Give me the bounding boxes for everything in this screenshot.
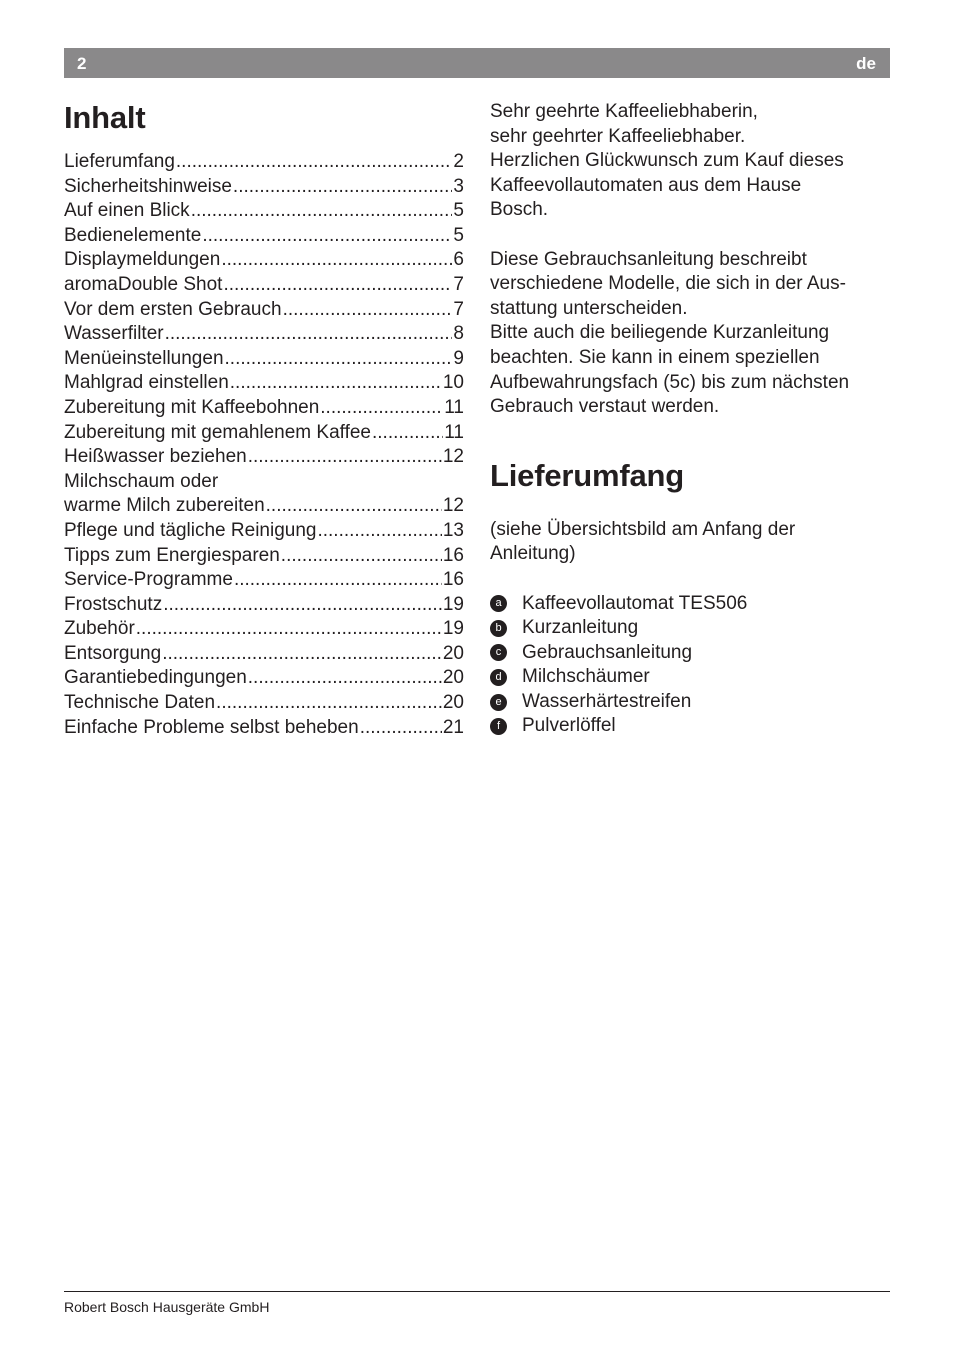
toc-entry-title: aromaDouble Shot xyxy=(64,273,223,295)
toc-entry-title: Lieferumfang xyxy=(64,151,175,172)
delivery-item xyxy=(490,616,890,641)
toc-entry-title: Einfache Probleme selbst beheben xyxy=(64,716,359,738)
delivery-item xyxy=(490,641,890,666)
toc-leader-dots xyxy=(234,568,442,593)
toc-entry-title: Menüeinstellungen xyxy=(64,347,224,369)
footer-company: Robert Bosch Hausgeräte GmbH xyxy=(64,1299,270,1315)
toc-entry-page: 5 xyxy=(453,200,464,222)
item-marker-icon: e xyxy=(490,694,507,711)
toc-leader-dots xyxy=(176,150,453,175)
toc-entry-title: Bedienelemente xyxy=(64,224,202,246)
toc-leader-dots xyxy=(165,322,453,347)
delivery-note-line: (siehe Übersichtsbild am Anfang der xyxy=(490,518,796,540)
notice-line: verschiedene Modelle, die sich in der Aus- xyxy=(490,273,846,295)
notice-line: beachten. Sie kann in einem speziellen xyxy=(490,346,820,368)
notice-line: stattung unterscheiden. xyxy=(490,297,688,319)
item-marker-icon: f xyxy=(490,718,507,735)
toc-entry xyxy=(64,666,464,691)
toc-entry-title: Zubereitung mit gemahlenem Kaffee xyxy=(64,421,371,443)
toc-entry-title: Vor dem ersten Gebrauch xyxy=(64,298,282,320)
toc-leader-dots xyxy=(225,347,453,372)
delivery-item xyxy=(490,714,890,739)
toc-entry xyxy=(64,150,464,175)
toc-entry xyxy=(64,642,464,667)
intro-line: Herzlichen Glückwunsch zum Kauf dieses xyxy=(490,150,844,172)
toc-entry xyxy=(64,396,464,421)
toc-entry-title: Displaymeldungen xyxy=(64,249,221,271)
contents-column xyxy=(64,96,464,740)
toc-entry-page: 9 xyxy=(453,347,464,369)
toc-leader-dots xyxy=(221,248,452,273)
toc-entry-page: 12 xyxy=(442,446,464,468)
toc-entry xyxy=(64,716,464,741)
table-of-contents xyxy=(64,150,464,740)
toc-leader-dots xyxy=(191,199,453,224)
intro-greeting xyxy=(490,100,890,223)
delivery-list xyxy=(490,592,890,740)
toc-leader-dots xyxy=(281,544,442,569)
notice-line: Bitte auch die beiliegende Kurzanleitung xyxy=(490,322,830,344)
toc-entry xyxy=(64,691,464,716)
toc-entry-title: Zubereitung mit Kaffeebohnen xyxy=(64,396,320,418)
toc-leader-dots xyxy=(136,617,442,642)
toc-entry-title: Pflege und tägliche Reinigung xyxy=(64,519,317,541)
toc-entry xyxy=(64,445,464,470)
toc-entry-title: Zubehör xyxy=(64,618,135,640)
item-marker-icon: b xyxy=(490,620,507,637)
toc-entry xyxy=(64,421,464,446)
toc-entry-title: Frostschutz xyxy=(64,593,163,615)
toc-entry xyxy=(64,298,464,323)
toc-entry-page: 6 xyxy=(453,249,464,271)
toc-leader-dots xyxy=(320,396,443,421)
toc-entry xyxy=(64,494,464,519)
toc-entry xyxy=(64,322,464,347)
toc-entry xyxy=(64,248,464,273)
delivery-item-label: Pulverlöffel xyxy=(522,715,616,737)
notice-line: Diese Gebrauchsanleitung beschreibt xyxy=(490,248,807,270)
delivery-item xyxy=(490,665,890,690)
toc-entry-page: 20 xyxy=(442,642,464,664)
toc-leader-dots xyxy=(317,519,441,544)
item-marker-icon: a xyxy=(490,595,507,612)
page-header-bar xyxy=(64,48,890,78)
toc-entry-page: 2 xyxy=(453,151,464,172)
toc-entry xyxy=(64,273,464,298)
toc-entry xyxy=(64,617,464,642)
toc-leader-dots xyxy=(216,691,442,716)
delivery-item-label: Kaffeevollautomat TES506 xyxy=(522,592,748,614)
toc-leader-dots xyxy=(162,642,442,667)
toc-entry-title: Tipps zum Energiesparen xyxy=(64,544,280,566)
toc-entry-title: Wasserfilter xyxy=(64,323,164,345)
toc-entry-page: 3 xyxy=(453,175,464,197)
toc-entry-title: warme Milch zubereiten xyxy=(64,495,265,517)
delivery-item-label: Milchschäumer xyxy=(522,666,650,688)
toc-entry-page: 13 xyxy=(442,519,464,541)
toc-entry xyxy=(64,175,464,200)
item-marker-icon: d xyxy=(490,669,507,686)
intro-line: Bosch. xyxy=(490,199,549,221)
toc-entry-page: 20 xyxy=(442,692,464,714)
toc-entry-page: 10 xyxy=(442,372,464,394)
delivery-note xyxy=(490,518,890,567)
toc-leader-dots xyxy=(266,494,442,519)
toc-entry-page: 12 xyxy=(442,495,464,517)
toc-entry-page: 16 xyxy=(442,569,464,591)
toc-entry-page: 21 xyxy=(442,716,464,738)
toc-entry-title: Heißwasser beziehen xyxy=(64,446,247,468)
toc-entry-title: Auf einen Blick xyxy=(64,200,190,222)
toc-entry-title: Service-Programme xyxy=(64,569,233,591)
delivery-item xyxy=(490,592,890,617)
intro-notice xyxy=(490,248,890,420)
toc-entry-page: 19 xyxy=(442,593,464,615)
intro-line: Sehr geehrte Kaffeeliebhaberin, xyxy=(490,101,758,122)
toc-leader-dots xyxy=(360,716,442,741)
toc-entry-page: 7 xyxy=(453,273,464,295)
toc-entry-page: 19 xyxy=(442,618,464,640)
delivery-item-label: Gebrauchsanleitung xyxy=(522,641,693,663)
toc-leader-dots xyxy=(372,421,443,446)
contents-heading: Inhalt xyxy=(64,100,146,135)
toc-leader-dots xyxy=(223,273,452,298)
toc-entry-title: Entsorgung xyxy=(64,642,162,664)
delivery-heading: Lieferumfang xyxy=(490,457,684,493)
delivery-item-label: Wasserhärtestreifen xyxy=(522,690,692,712)
intro-line: sehr geehrter Kaffeeliebhaber. xyxy=(490,125,746,147)
toc-entry-page: 5 xyxy=(453,224,464,246)
toc-entry-title: Technische Daten xyxy=(64,692,216,714)
language-code: de xyxy=(856,54,876,73)
toc-entry-title: Sicherheitshinweise xyxy=(64,175,232,197)
toc-entry xyxy=(64,470,464,495)
intro-column xyxy=(490,100,890,739)
notice-line: Gebrauch verstaut werden. xyxy=(490,396,720,418)
toc-entry xyxy=(64,544,464,569)
toc-leader-dots xyxy=(163,593,442,618)
toc-entry xyxy=(64,519,464,544)
toc-leader-dots xyxy=(233,175,453,200)
intro-line: Kaffeevollautomaten aus dem Hause xyxy=(490,174,802,196)
toc-entry-page: 8 xyxy=(453,323,464,345)
toc-entry-page: 16 xyxy=(442,544,464,566)
toc-entry xyxy=(64,199,464,224)
item-marker-icon: c xyxy=(490,644,507,661)
toc-entry xyxy=(64,224,464,249)
toc-entry-page: 11 xyxy=(444,421,464,443)
delivery-item xyxy=(490,690,890,715)
toc-entry xyxy=(64,593,464,618)
toc-entry-title: Garantiebedingungen xyxy=(64,667,247,689)
toc-entry-page: 7 xyxy=(453,298,464,320)
toc-entry-title: Mahlgrad einstellen xyxy=(64,372,229,394)
toc-entry xyxy=(64,347,464,372)
toc-leader-dots xyxy=(248,445,442,470)
toc-entry-page: 11 xyxy=(444,396,464,418)
toc-leader-dots xyxy=(248,666,442,691)
toc-entry xyxy=(64,568,464,593)
delivery-note-line: Anleitung) xyxy=(490,543,576,565)
toc-leader-dots xyxy=(202,224,452,249)
toc-leader-dots xyxy=(283,298,453,323)
notice-line: Aufbewahrungsfach (5c) bis zum nächsten xyxy=(490,371,850,393)
delivery-item-label: Kurzanleitung xyxy=(522,617,639,639)
page-number: 2 xyxy=(77,54,87,73)
toc-entry xyxy=(64,371,464,396)
footer-divider xyxy=(64,1291,890,1292)
toc-leader-dots xyxy=(230,371,442,396)
toc-entry-title: Milchschaum oder xyxy=(64,470,219,492)
toc-entry-page: 20 xyxy=(442,667,464,689)
